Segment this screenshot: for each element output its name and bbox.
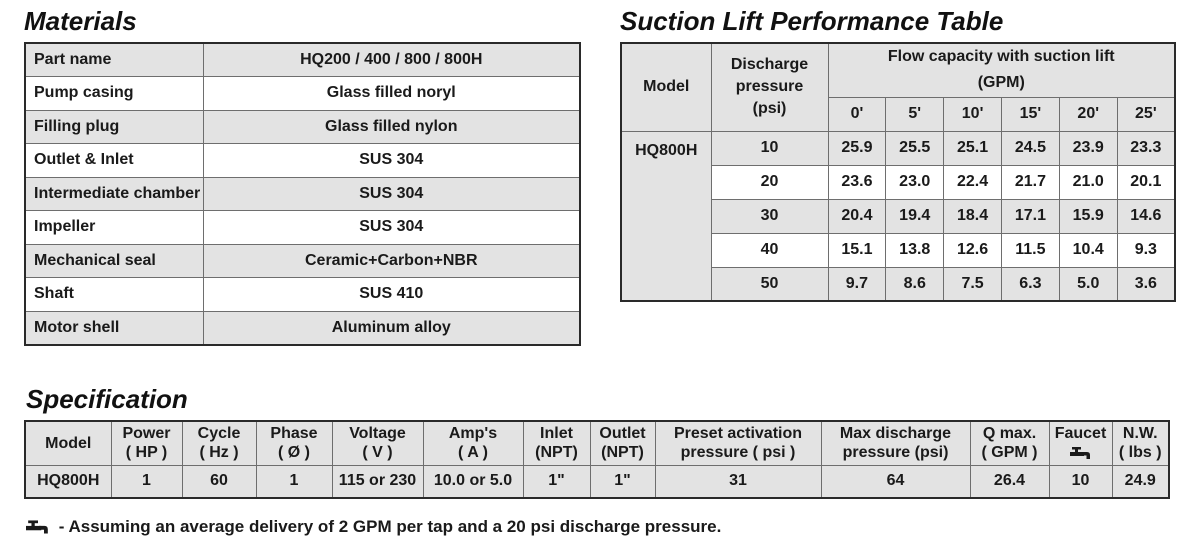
spec-header-model: [25, 421, 111, 465]
table-row: [25, 177, 580, 211]
spec-cell-outlet: 1": [590, 465, 655, 498]
pressure-cell: 20: [711, 165, 828, 199]
faucet-icon: [26, 520, 50, 534]
flow-header-line2: (GPM): [977, 74, 1025, 92]
suction-title: Suction Lift Performance Table: [620, 6, 1004, 36]
material-part: Mechanical seal: [25, 244, 203, 278]
faucet-icon-wrap: [1052, 443, 1110, 462]
spec-header-line1: Phase: [270, 425, 318, 443]
flow-cell: 23.6: [828, 165, 886, 199]
lift-header: 5': [886, 97, 944, 131]
faucet-icon: [1070, 447, 1092, 459]
spec-header-nw: [1112, 421, 1169, 465]
flow-capacity-header: [828, 43, 1175, 97]
discharge-pressure-header: [711, 43, 828, 131]
lift-header: 15': [1001, 97, 1059, 131]
spec-header-line1: Inlet: [540, 425, 573, 443]
table-row: [25, 144, 580, 178]
materials-table: [24, 42, 581, 346]
spec-header-power: [111, 421, 182, 465]
material-part: Part name: [25, 43, 203, 77]
material-value: HQ200 / 400 / 800 / 800H: [203, 43, 580, 77]
suction-model-header: Model: [621, 43, 711, 131]
discharge-header-line1: Discharge: [730, 56, 809, 74]
spec-header-line1: Outlet: [599, 425, 646, 443]
flow-cell: 25.5: [886, 131, 944, 165]
spec-header-faucet: [1049, 421, 1112, 465]
table-row: [25, 77, 580, 111]
spec-cell-preset: 31: [655, 465, 821, 498]
pressure-cell: 50: [711, 267, 828, 301]
table-row: [25, 211, 580, 245]
discharge-header-line3: (psi): [752, 100, 787, 118]
flow-cell: 15.9: [1059, 199, 1117, 233]
spec-header-line2: ( Ø ): [278, 444, 310, 462]
flow-cell: 23.9: [1059, 131, 1117, 165]
flow-header-line1: Flow capacity with suction lift: [887, 48, 1115, 66]
spec-header-line1: Max discharge: [839, 425, 952, 443]
flow-cell: 19.4: [886, 199, 944, 233]
spec-cell-model: HQ800H: [25, 465, 111, 498]
material-part: Motor shell: [25, 311, 203, 345]
table-row: [25, 43, 580, 77]
spec-header-line2: ( lbs ): [1118, 444, 1162, 462]
flow-cell: 18.4: [944, 199, 1002, 233]
specification-title: Specification: [26, 384, 188, 414]
flow-cell: 8.6: [886, 267, 944, 301]
spec-header-line2: ( A ): [458, 444, 488, 462]
flow-cell: 20.1: [1117, 165, 1175, 199]
flow-cell: 23.3: [1117, 131, 1175, 165]
flow-cell: 12.6: [944, 233, 1002, 267]
spec-header-outlet: [590, 421, 655, 465]
materials-title: Materials: [24, 6, 137, 36]
pressure-cell: 40: [711, 233, 828, 267]
spec-header-preset: [655, 421, 821, 465]
spec-header-line2: ( V ): [362, 444, 393, 462]
flow-cell: 11.5: [1001, 233, 1059, 267]
suction-table: [620, 42, 1176, 302]
material-part: Pump casing: [25, 77, 203, 111]
material-part: Impeller: [25, 211, 203, 245]
discharge-header-line2: pressure: [735, 78, 804, 96]
spec-cell-nw: 24.9: [1112, 465, 1169, 498]
spec-header-line2: ( HP ): [125, 444, 168, 462]
spec-header-line1: Faucet: [1054, 425, 1107, 443]
material-part: Filling plug: [25, 110, 203, 144]
spec-cell-inlet: 1": [523, 465, 590, 498]
flow-cell: 9.7: [828, 267, 886, 301]
flow-cell: 25.1: [944, 131, 1002, 165]
flow-cell: 6.3: [1001, 267, 1059, 301]
spec-header-amps: [423, 421, 523, 465]
spec-cell-voltage: 115 or 230: [332, 465, 423, 498]
spec-header-voltage: [332, 421, 423, 465]
spec-header-phase: [256, 421, 332, 465]
table-header-row: [621, 43, 1175, 97]
pressure-cell: 30: [711, 199, 828, 233]
flow-cell: 15.1: [828, 233, 886, 267]
footnote-text: - Assuming an average delivery of 2 GPM per tap and a 20 psi discharge pressure.: [58, 517, 722, 536]
spec-header-cycle: [182, 421, 256, 465]
spec-cell-power: 1: [111, 465, 182, 498]
spec-header-line2: pressure ( psi ): [680, 444, 796, 462]
pressure-cell: 10: [711, 131, 828, 165]
table-row: [25, 110, 580, 144]
flow-cell: 21.7: [1001, 165, 1059, 199]
spec-header-line1: Amp's: [448, 425, 498, 443]
spec-header-line1: Power: [122, 425, 171, 443]
table-row: [25, 244, 580, 278]
spec-cell-qmax: 26.4: [970, 465, 1049, 498]
suction-model: HQ800H: [621, 131, 711, 301]
material-value: SUS 304: [203, 144, 580, 178]
spec-header-line2: pressure (psi): [842, 444, 949, 462]
material-value: Ceramic+Carbon+NBR: [203, 244, 580, 278]
spec-header-max-discharge: [821, 421, 970, 465]
flow-cell: 5.0: [1059, 267, 1117, 301]
material-value: SUS 410: [203, 278, 580, 312]
spec-cell-cycle: 60: [182, 465, 256, 498]
spec-header-line1: Preset activation: [673, 425, 803, 443]
footnote: [26, 516, 721, 538]
table-row: [621, 131, 1175, 165]
flow-cell: 25.9: [828, 131, 886, 165]
table-row: [25, 311, 580, 345]
spec-cell-max-discharge: 64: [821, 465, 970, 498]
flow-cell: 13.8: [886, 233, 944, 267]
spec-header-line1: Q max.: [982, 425, 1037, 443]
material-value: Glass filled nylon: [203, 110, 580, 144]
material-value: Glass filled noryl: [203, 77, 580, 111]
spec-header-qmax: [970, 421, 1049, 465]
flow-cell: 14.6: [1117, 199, 1175, 233]
flow-cell: 20.4: [828, 199, 886, 233]
spec-cell-faucet: 10: [1049, 465, 1112, 498]
spec-cell-phase: 1: [256, 465, 332, 498]
material-part: Outlet & Inlet: [25, 144, 203, 178]
material-value: SUS 304: [203, 177, 580, 211]
flow-cell: 22.4: [944, 165, 1002, 199]
spec-header-line1: N.W.: [1122, 425, 1158, 443]
spec-header-line1: Cycle: [197, 425, 241, 443]
flow-cell: 23.0: [886, 165, 944, 199]
flow-cell: 10.4: [1059, 233, 1117, 267]
flow-cell: 7.5: [944, 267, 1002, 301]
flow-cell: 3.6: [1117, 267, 1175, 301]
spec-header-line2: ( Hz ): [199, 444, 239, 462]
spec-header-inlet: [523, 421, 590, 465]
lift-header: 0': [828, 97, 886, 131]
lift-header: 20': [1059, 97, 1117, 131]
material-part: Intermediate chamber: [25, 177, 203, 211]
lift-header: 25': [1117, 97, 1175, 131]
flow-cell: 24.5: [1001, 131, 1059, 165]
spec-header-line1: Voltage: [349, 425, 406, 443]
flow-cell: 21.0: [1059, 165, 1117, 199]
specification-table: [24, 420, 1170, 499]
material-value: Aluminum alloy: [203, 311, 580, 345]
spec-header-line2: (NPT): [601, 444, 644, 462]
spec-cell-amps: 10.0 or 5.0: [423, 465, 523, 498]
lift-header: 10': [944, 97, 1002, 131]
spec-header-line2: ( GPM ): [981, 444, 1038, 462]
table-header-row: [25, 421, 1169, 465]
spec-header-line1: Model: [45, 434, 92, 452]
spec-header-line2: (NPT): [535, 444, 578, 462]
table-row: [25, 278, 580, 312]
material-part: Shaft: [25, 278, 203, 312]
material-value: SUS 304: [203, 211, 580, 245]
flow-cell: 17.1: [1001, 199, 1059, 233]
table-row: [25, 465, 1169, 498]
flow-cell: 9.3: [1117, 233, 1175, 267]
